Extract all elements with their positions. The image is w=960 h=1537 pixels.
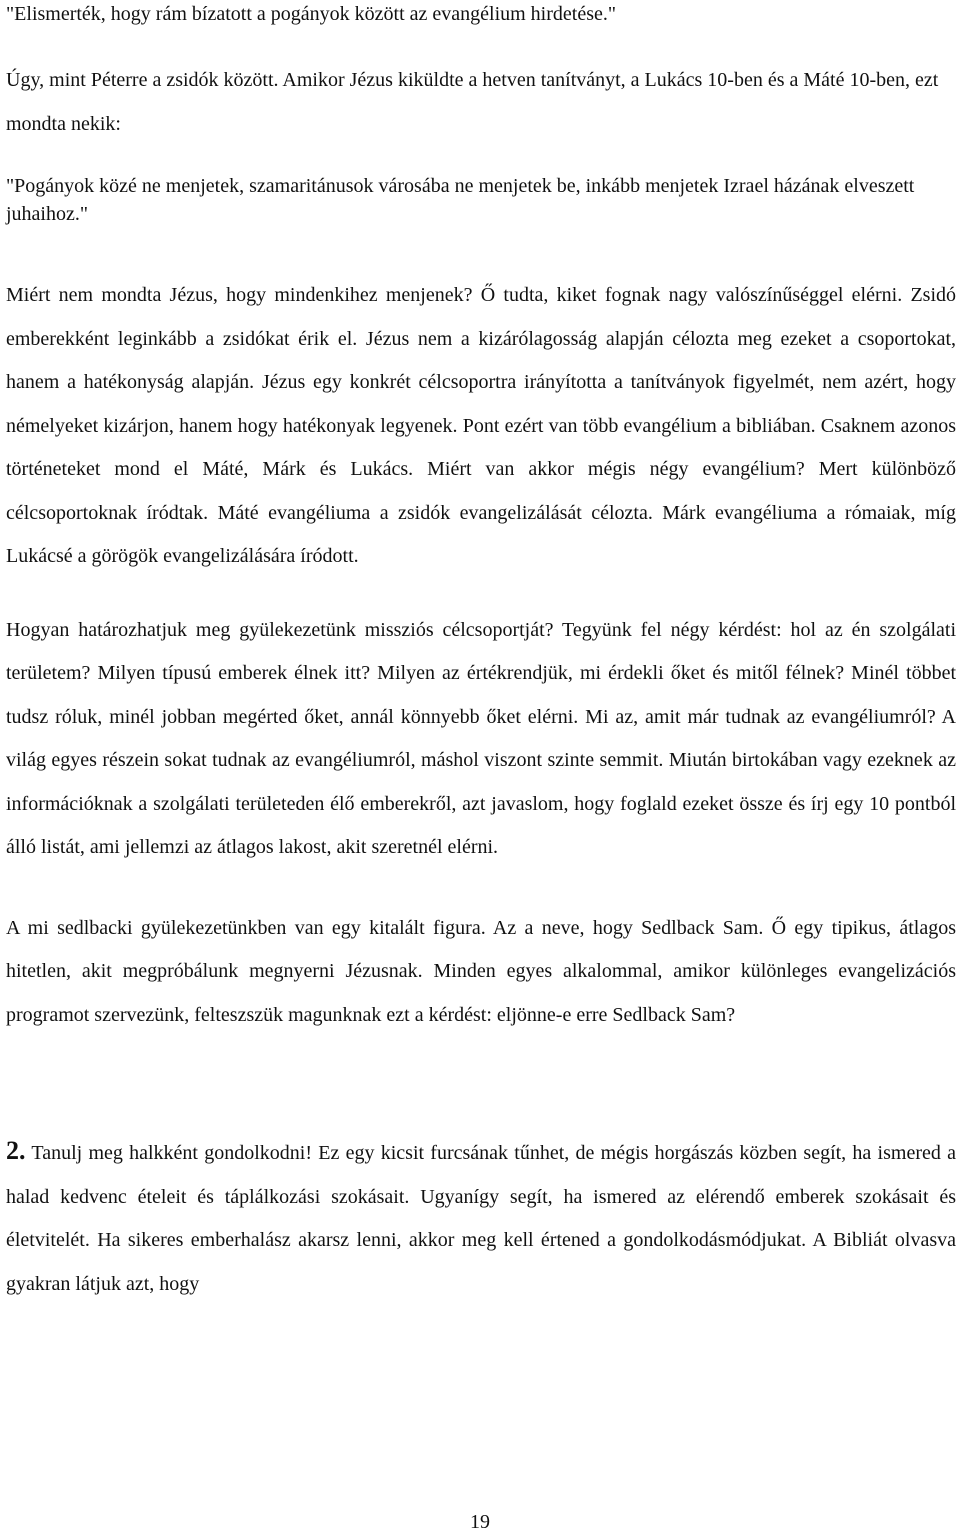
page-number: 19 (470, 1511, 490, 1533)
body-paragraph-2: Hogyan határozhatjuk meg gyülekezetünk missziós célcsoportját? Tegyünk fel négy kérdést: hol az én szolgálati területem? Milyen típusú emberek élnek itt? Milyen az értékrendjük, mi érdekli őket és mitől félnek? Minél többet tudsz róluk, minél jobban megérted őket, annál könnyebb őket elérni. Mi az, amit már tudnak az evangéliumról? A világ egyes részein sokat tudnak az evangéliumról, máshol viszont szinte semmit. Miután birtokában vagy ezeknek az információknak a szolgálati területeden élő emberekről, azt javaslom, hogy foglald ezeket össze és írj egy 10 pontból álló listát, ami jellemzi az átlagos lakost, akit szeretnél elérni. (6, 618, 956, 858)
quote-paragraph-2: "Pogányok közé ne menjetek, szamaritánusok városába ne menjetek be, inkább menjetek Izrael házának elveszett juhaihoz." (6, 175, 915, 225)
quote-paragraph-1: "Elismerték, hogy rám bízatott a pogányok között az evangélium hirdetése." (6, 3, 617, 25)
intro-paragraph: Úgy, mint Péterre a zsidók között. Amikor Jézus kiküldte a hetven tanítványt, a Lukács 10-ben és a Máté 10-ben, ezt mondta nekik: (6, 69, 939, 135)
numbered-paragraph-text: Tanulj meg halkként gondolkodni! Ez egy kicsit furcsának tűnhet, de mégis horgászás közben segít, ha ismered a halad kedvenc ételeit és táplálkozási szokásait. Ugyanígy segít, ha ismered az elérendő emberek szokásait és életvitelét. Ha sikeres emberhalász akarsz lenni, akkor meg kell értened a gondolkodásmódjukat. A Bibliát olvasva gyakran látjuk azt, hogy (6, 1142, 956, 1295)
item-number: 2. (6, 1136, 26, 1165)
numbered-paragraph-2 (6, 1129, 956, 1306)
body-paragraph-3: A mi sedlbacki gyülekezetünkben van egy kitalált figura. Az a neve, hogy Sedlback Sam. Ő egy tipikus, átlagos hitetlen, akit megpróbálunk megnyerni Jézusnak. Minden egyes alkalommal, amikor különleges evangelizációs programot szervezünk, felteszszük magunknak ezt a kérdést: eljönne-e erre Sedlback Sam? (6, 916, 956, 1026)
document-page (6, 0, 956, 1306)
body-paragraph-1: Miért nem mondta Jézus, hogy mindenkihez menjenek? Ő tudta, kiket fognak nagy valószínűséggel elérni. Zsidó emberekként leginkább a zsidókat érik el. Jézus nem a kizárólagosság alapján célozta meg ezeket a csoportokat, hanem a hatékonyság alapján. Jézus egy konkrét célcsoportra irányította a tanítványok figyelmét, nem azért, hogy némelyeket kizárjon, hanem hogy hatékonyak legyenek. Pont ezért van több evangélium a bibliában. Csaknem azonos történeteket mond el Máté, Márk és Lukács. Miért van akkor mégis négy evangélium? Mert különböző célcsoportoknak íródtak. Máté evangéliuma a zsidók evangelizálását célozta. Márk evangéliuma a rómaiak, míg Lukácsé a görögök evangelizálására íródott. (6, 284, 956, 567)
